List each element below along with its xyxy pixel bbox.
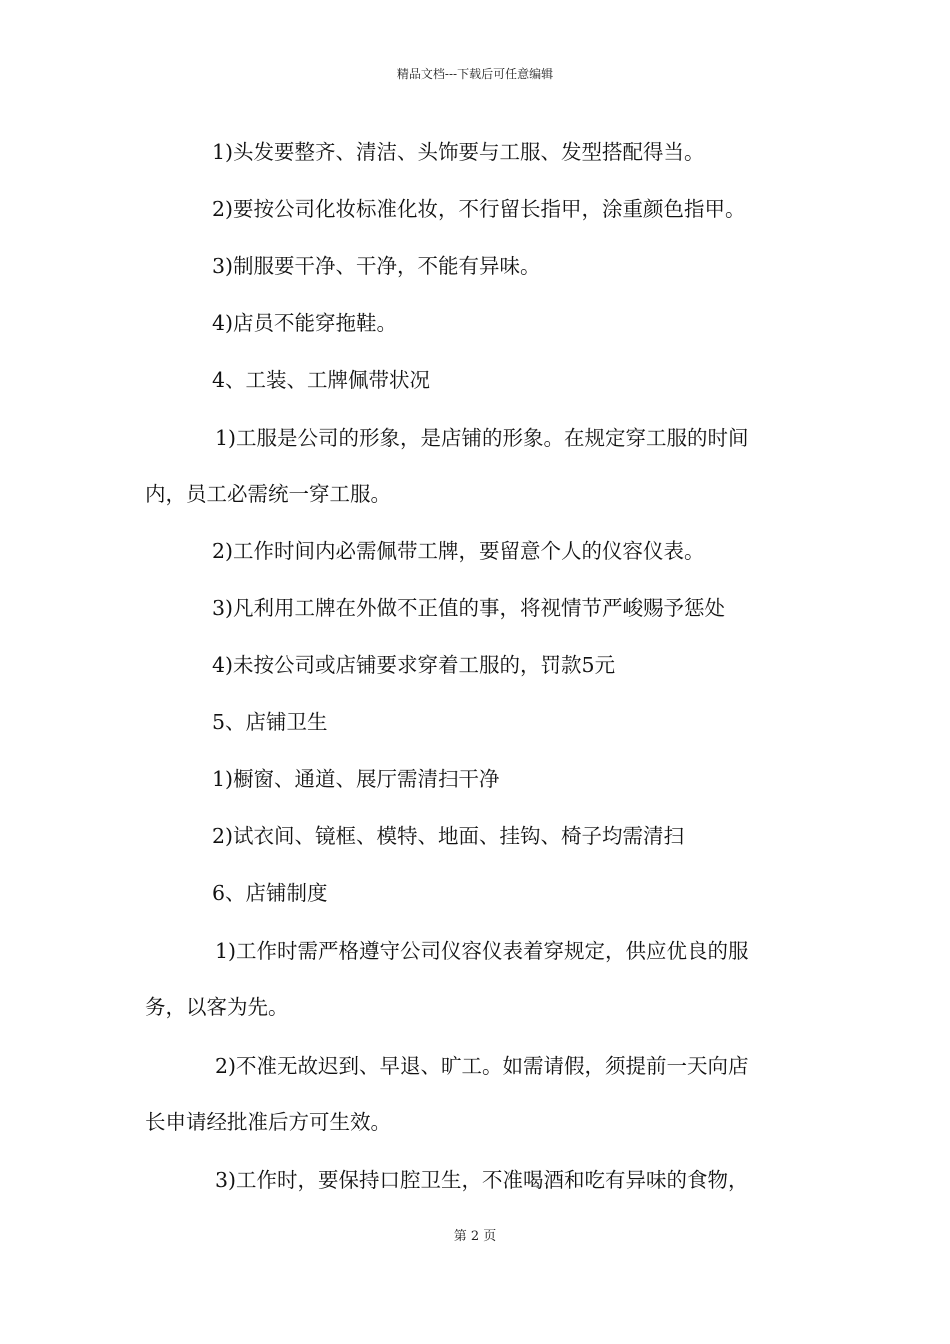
paragraph-line: 2)不准无故迟到、早退、旷工。如需请假，须提前一天向店: [215, 1054, 749, 1078]
paragraph-line: 3)工作时，要保持口腔卫生，不准喝酒和吃有异味的食物，: [215, 1168, 749, 1192]
paragraph-line: 务，以客为先。: [145, 995, 289, 1019]
page-header: 精品文档---下载后可任意编辑: [396, 67, 554, 81]
paragraph-line: 4)店员不能穿拖鞋。: [212, 311, 398, 335]
paragraph-line: 3)制服要干净、干净，不能有异味。: [212, 254, 541, 278]
paragraph-line: 2)试衣间、镜框、模特、地面、挂钩、椅子均需清扫: [212, 824, 685, 848]
page-number: 第 2 页: [453, 1229, 497, 1244]
paragraph-line: 1)工服是公司的形象，是店铺的形象。在规定穿工服的时间: [215, 426, 749, 450]
paragraph-line: 1)橱窗、通道、展厅需清扫干净: [212, 767, 500, 791]
paragraph-line: 4)未按公司或店铺要求穿着工服的，罚款5元: [212, 653, 616, 677]
section-heading: 6、店铺制度: [212, 881, 328, 905]
paragraph-line: 1)头发要整齐、清洁、头饰要与工服、发型搭配得当。: [212, 140, 705, 164]
paragraph-line: 2)工作时间内必需佩带工牌，要留意个人的仪容仪表。: [212, 539, 705, 563]
section-heading: 4、工装、工牌佩带状况: [212, 368, 431, 392]
paragraph-line: 3)凡利用工牌在外做不正值的事，将视情节严峻赐予惩处: [212, 596, 726, 620]
paragraph-line: 1)工作时需严格遵守公司仪容仪表着穿规定，供应优良的服: [215, 939, 749, 963]
section-heading: 5、店铺卫生: [212, 710, 328, 734]
paragraph-line: 内，员工必需统一穿工服。: [145, 482, 391, 506]
paragraph-line: 2)要按公司化妆标准化妆，不行留长指甲，涂重颜色指甲。: [212, 197, 746, 221]
paragraph-line: 长申请经批准后方可生效。: [145, 1110, 391, 1134]
